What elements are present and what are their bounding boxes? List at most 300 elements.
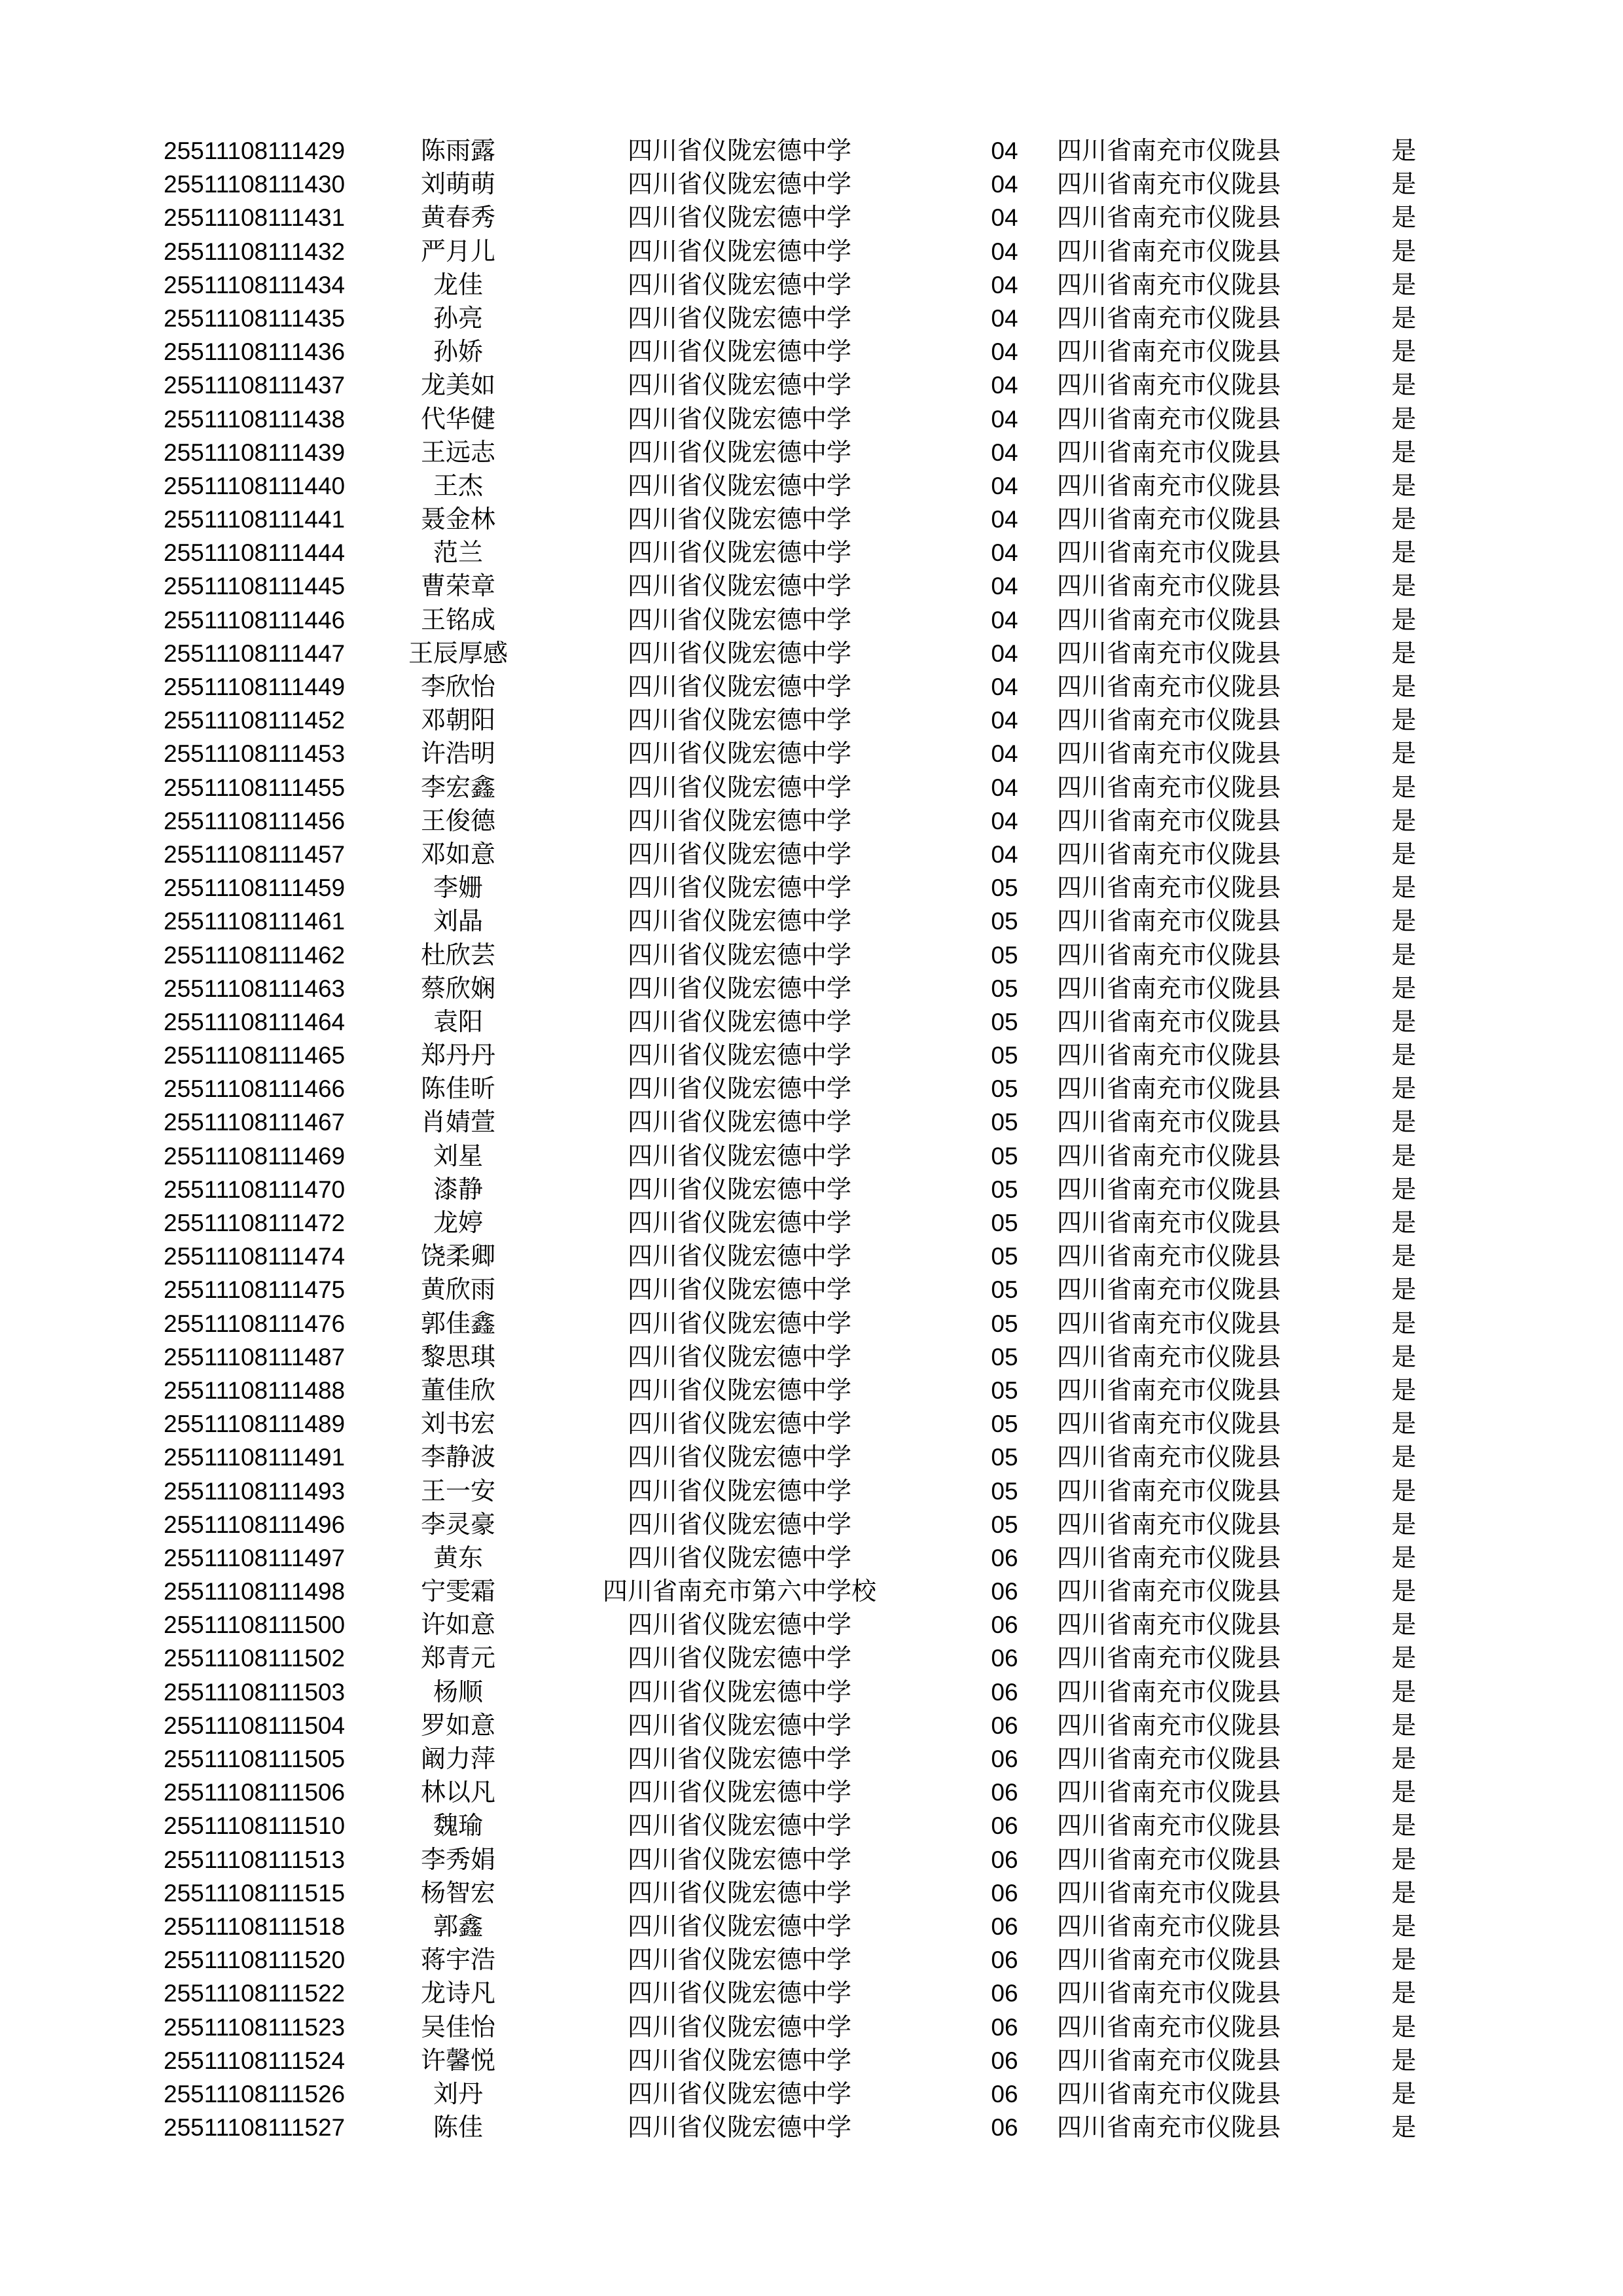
student-name-cell: 王杰 [433, 471, 483, 500]
exam-number-cell: 25511108111452 [164, 707, 346, 734]
student-name-cell: 严月儿 [420, 236, 495, 266]
student-name-cell: 李静波 [420, 1443, 495, 1472]
class-code-cell: 05 [991, 1175, 1018, 1203]
region-cell: 四川省南充市仪陇县 [1057, 337, 1281, 367]
student-name-cell: 郭鑫 [433, 1911, 483, 1941]
class-code-cell: 04 [991, 673, 1018, 700]
class-code-cell: 04 [991, 506, 1018, 533]
table-row [0, 1943, 1623, 1977]
student-name-cell: 杨顺 [433, 1677, 483, 1706]
status-flag-cell: 是 [1391, 270, 1416, 299]
school-cell: 四川省仪陇宏德中学 [627, 1744, 851, 1773]
class-code-cell: 04 [991, 774, 1018, 801]
region-cell: 四川省南充市仪陇县 [1057, 638, 1281, 668]
table-row [0, 1475, 1623, 1508]
class-code-cell: 04 [991, 372, 1018, 399]
region-cell: 四川省南充市仪陇县 [1057, 303, 1281, 332]
table-row [0, 168, 1623, 201]
class-code-cell: 06 [991, 1645, 1018, 1672]
exam-number-cell: 25511108111466 [164, 1075, 346, 1103]
school-cell: 四川省仪陇宏德中学 [627, 772, 851, 802]
status-flag-cell: 是 [1391, 772, 1416, 802]
student-name-cell: 黄欣雨 [420, 1275, 495, 1304]
student-roster-table [0, 134, 1623, 2144]
exam-number-cell: 25511108111459 [164, 874, 346, 902]
exam-number-cell: 25511108111430 [164, 171, 346, 198]
exam-number-cell: 25511108111455 [164, 774, 346, 801]
exam-number-cell: 25511108111444 [164, 539, 346, 567]
school-cell: 四川省仪陇宏德中学 [627, 1945, 851, 1975]
student-name-cell: 李灵豪 [420, 1509, 495, 1539]
table-row [0, 871, 1623, 905]
table-row [0, 134, 1623, 168]
exam-number-cell: 25511108111462 [164, 941, 346, 969]
student-name-cell: 郑丹丹 [420, 1041, 495, 1070]
status-flag-cell: 是 [1391, 1375, 1416, 1405]
student-name-cell: 蔡欣娴 [420, 973, 495, 1003]
student-name-cell: 陈雨露 [420, 136, 495, 165]
school-cell: 四川省仪陇宏德中学 [627, 1275, 851, 1304]
student-name-cell: 孙娇 [433, 337, 483, 367]
table-row [0, 536, 1623, 569]
table-row [0, 403, 1623, 436]
exam-number-cell: 25511108111475 [164, 1276, 346, 1304]
region-cell: 四川省南充市仪陇县 [1057, 2113, 1281, 2142]
status-flag-cell: 是 [1391, 1911, 1416, 1941]
exam-number-cell: 25511108111469 [164, 1142, 346, 1170]
status-flag-cell: 是 [1391, 1610, 1416, 1640]
student-name-cell: 李秀娟 [420, 1844, 495, 1874]
region-cell: 四川省南充市仪陇县 [1057, 1342, 1281, 1371]
class-code-cell: 05 [991, 1511, 1018, 1538]
status-flag-cell: 是 [1391, 1174, 1416, 1204]
table-row [0, 436, 1623, 469]
table-row [0, 1005, 1623, 1039]
exam-number-cell: 25511108111524 [164, 2047, 346, 2074]
table-row [0, 1273, 1623, 1306]
table-row [0, 637, 1623, 670]
exam-number-cell: 25511108111506 [164, 1779, 346, 1806]
region-cell: 四川省南充市仪陇县 [1057, 1242, 1281, 1271]
table-row [0, 1508, 1623, 1541]
exam-number-cell: 25511108111449 [164, 673, 346, 700]
student-name-cell: 漆静 [433, 1174, 483, 1204]
class-code-cell: 04 [991, 271, 1018, 298]
school-cell: 四川省仪陇宏德中学 [627, 1308, 851, 1338]
status-flag-cell: 是 [1391, 1208, 1416, 1237]
student-name-cell: 刘丹 [433, 2079, 483, 2108]
school-cell: 四川省仪陇宏德中学 [627, 136, 851, 165]
student-name-cell: 蒋宇浩 [420, 1945, 495, 1975]
table-row [0, 2044, 1623, 2077]
table-row [0, 1441, 1623, 1474]
region-cell: 四川省南充市仪陇县 [1057, 1643, 1281, 1673]
region-cell: 四川省南充市仪陇县 [1057, 2045, 1281, 2075]
school-cell: 四川省仪陇宏德中学 [627, 303, 851, 332]
exam-number-cell: 25511108111522 [164, 1980, 346, 2007]
class-code-cell: 04 [991, 807, 1018, 834]
student-name-cell: 王一安 [420, 1476, 495, 1505]
region-cell: 四川省南充市仪陇县 [1057, 806, 1281, 835]
table-row [0, 1139, 1623, 1173]
region-cell: 四川省南充市仪陇县 [1057, 2079, 1281, 2108]
region-cell: 四川省南充市仪陇县 [1057, 940, 1281, 969]
region-cell: 四川省南充市仪陇县 [1057, 973, 1281, 1003]
school-cell: 四川省仪陇宏德中学 [627, 404, 851, 433]
status-flag-cell: 是 [1391, 2045, 1416, 2075]
region-cell: 四川省南充市仪陇县 [1057, 136, 1281, 165]
table-row [0, 201, 1623, 234]
exam-number-cell: 25511108111500 [164, 1611, 346, 1639]
student-name-cell: 王铭成 [420, 605, 495, 634]
table-row [0, 1072, 1623, 1105]
class-code-cell: 04 [991, 472, 1018, 499]
status-flag-cell: 是 [1391, 571, 1416, 601]
class-code-cell: 04 [991, 137, 1018, 164]
class-code-cell: 06 [991, 1678, 1018, 1706]
status-flag-cell: 是 [1391, 906, 1416, 936]
status-flag-cell: 是 [1391, 739, 1416, 768]
region-cell: 四川省南充市仪陇县 [1057, 538, 1281, 567]
region-cell: 四川省南充市仪陇县 [1057, 706, 1281, 735]
exam-number-cell: 25511108111518 [164, 1912, 346, 1940]
table-row [0, 1039, 1623, 1072]
table-row [0, 1173, 1623, 1206]
school-cell: 四川省仪陇宏德中学 [627, 1007, 851, 1036]
region-cell: 四川省南充市仪陇县 [1057, 270, 1281, 299]
class-code-cell: 06 [991, 1846, 1018, 1873]
student-name-cell: 黎思琪 [420, 1342, 495, 1371]
exam-number-cell: 25511108111497 [164, 1544, 346, 1571]
student-name-cell: 林以凡 [420, 1778, 495, 1807]
student-name-cell: 曹荣章 [420, 571, 495, 601]
table-row [0, 335, 1623, 368]
exam-number-cell: 25511108111453 [164, 740, 346, 768]
class-code-cell: 04 [991, 171, 1018, 198]
status-flag-cell: 是 [1391, 1041, 1416, 1070]
class-code-cell: 06 [991, 1712, 1018, 1739]
class-code-cell: 04 [991, 539, 1018, 567]
student-name-cell: 许馨悦 [420, 2045, 495, 2075]
status-flag-cell: 是 [1391, 1074, 1416, 1103]
table-row [0, 2011, 1623, 2044]
school-cell: 四川省仪陇宏德中学 [627, 1811, 851, 1840]
table-row [0, 1608, 1623, 1641]
class-code-cell: 06 [991, 1779, 1018, 1806]
exam-number-cell: 25511108111489 [164, 1410, 346, 1438]
school-cell: 四川省仪陇宏德中学 [627, 538, 851, 567]
status-flag-cell: 是 [1391, 203, 1416, 232]
class-code-cell: 06 [991, 1912, 1018, 1940]
table-row [0, 1374, 1623, 1407]
exam-number-cell: 25511108111520 [164, 1946, 346, 1974]
student-name-cell: 范兰 [433, 538, 483, 567]
region-cell: 四川省南充市仪陇县 [1057, 605, 1281, 634]
region-cell: 四川省南充市仪陇县 [1057, 404, 1281, 433]
student-name-cell: 罗如意 [420, 1710, 495, 1740]
region-cell: 四川省南充市仪陇县 [1057, 1041, 1281, 1070]
school-cell: 四川省仪陇宏德中学 [627, 839, 851, 869]
status-flag-cell: 是 [1391, 437, 1416, 467]
table-row [0, 972, 1623, 1005]
class-code-cell: 06 [991, 1578, 1018, 1605]
status-flag-cell: 是 [1391, 1543, 1416, 1572]
status-flag-cell: 是 [1391, 1476, 1416, 1505]
table-row [0, 838, 1623, 871]
table-row [0, 1709, 1623, 1742]
table-row [0, 804, 1623, 838]
class-code-cell: 04 [991, 606, 1018, 634]
school-cell: 四川省仪陇宏德中学 [627, 1878, 851, 1907]
student-name-cell: 董佳欣 [420, 1375, 495, 1405]
table-row [0, 1809, 1623, 1842]
status-flag-cell: 是 [1391, 1811, 1416, 1840]
school-cell: 四川省仪陇宏德中学 [627, 2079, 851, 2108]
student-name-cell: 许浩明 [420, 739, 495, 768]
student-name-cell: 肖婧萱 [420, 1107, 495, 1137]
region-cell: 四川省南充市仪陇县 [1057, 1141, 1281, 1170]
exam-number-cell: 25511108111527 [164, 2114, 346, 2142]
class-code-cell: 05 [991, 1109, 1018, 1136]
region-cell: 四川省南充市仪陇县 [1057, 571, 1281, 601]
status-flag-cell: 是 [1391, 1643, 1416, 1673]
class-code-cell: 05 [991, 941, 1018, 969]
student-name-cell: 李姗 [433, 873, 483, 903]
class-code-cell: 04 [991, 740, 1018, 768]
class-code-cell: 05 [991, 1075, 1018, 1103]
exam-number-cell: 25511108111457 [164, 840, 346, 868]
table-row [0, 368, 1623, 402]
student-name-cell: 阚力萍 [420, 1744, 495, 1773]
region-cell: 四川省南充市仪陇县 [1057, 1074, 1281, 1103]
student-name-cell: 王辰厚感 [408, 638, 508, 668]
table-row [0, 2111, 1623, 2144]
class-code-cell: 06 [991, 2080, 1018, 2108]
class-code-cell: 05 [991, 908, 1018, 935]
school-cell: 四川省仪陇宏德中学 [627, 1375, 851, 1405]
status-flag-cell: 是 [1391, 1844, 1416, 1874]
status-flag-cell: 是 [1391, 2012, 1416, 2041]
student-name-cell: 刘晶 [433, 906, 483, 936]
status-flag-cell: 是 [1391, 136, 1416, 165]
class-code-cell: 06 [991, 2114, 1018, 2142]
class-code-cell: 06 [991, 1879, 1018, 1907]
table-row [0, 1240, 1623, 1273]
region-cell: 四川省南充市仪陇县 [1057, 1174, 1281, 1204]
status-flag-cell: 是 [1391, 236, 1416, 266]
exam-number-cell: 25511108111439 [164, 439, 346, 466]
table-row [0, 1776, 1623, 1809]
class-code-cell: 06 [991, 1812, 1018, 1840]
region-cell: 四川省南充市仪陇县 [1057, 1778, 1281, 1807]
student-name-cell: 王俊德 [420, 806, 495, 835]
status-flag-cell: 是 [1391, 1007, 1416, 1036]
exam-number-cell: 25511108111447 [164, 639, 346, 667]
student-name-cell: 聂金林 [420, 505, 495, 534]
region-cell: 四川省南充市仪陇县 [1057, 2012, 1281, 2041]
exam-number-cell: 25511108111470 [164, 1175, 346, 1203]
table-row [0, 670, 1623, 704]
class-code-cell: 04 [991, 304, 1018, 332]
region-cell: 四川省南充市仪陇县 [1057, 203, 1281, 232]
class-code-cell: 05 [991, 1410, 1018, 1438]
exam-number-cell: 25511108111432 [164, 238, 346, 265]
school-cell: 四川省仪陇宏德中学 [627, 1778, 851, 1807]
region-cell: 四川省南充市仪陇县 [1057, 1308, 1281, 1338]
school-cell: 四川省仪陇宏德中学 [627, 1543, 851, 1572]
exam-number-cell: 25511108111465 [164, 1042, 346, 1069]
region-cell: 四川省南充市仪陇县 [1057, 839, 1281, 869]
status-flag-cell: 是 [1391, 1509, 1416, 1539]
student-name-cell: 杜欣芸 [420, 940, 495, 969]
region-cell: 四川省南充市仪陇县 [1057, 236, 1281, 266]
student-name-cell: 刘萌萌 [420, 170, 495, 199]
school-cell: 四川省仪陇宏德中学 [627, 1342, 851, 1371]
school-cell: 四川省仪陇宏德中学 [627, 505, 851, 534]
school-cell: 四川省仪陇宏德中学 [627, 1208, 851, 1237]
table-row [0, 1407, 1623, 1441]
exam-number-cell: 25511108111513 [164, 1846, 346, 1873]
exam-number-cell: 25511108111472 [164, 1210, 346, 1236]
table-row [0, 503, 1623, 536]
class-code-cell: 05 [991, 1376, 1018, 1404]
class-code-cell: 04 [991, 840, 1018, 868]
table-row [0, 469, 1623, 503]
region-cell: 四川省南充市仪陇县 [1057, 1275, 1281, 1304]
region-cell: 四川省南充市仪陇县 [1057, 1979, 1281, 2008]
student-name-cell: 许如意 [420, 1610, 495, 1640]
school-cell: 四川省仪陇宏德中学 [627, 337, 851, 367]
school-cell: 四川省仪陇宏德中学 [627, 1610, 851, 1640]
school-cell: 四川省仪陇宏德中学 [627, 170, 851, 199]
region-cell: 四川省南充市仪陇县 [1057, 1945, 1281, 1975]
table-row [0, 1575, 1623, 1608]
class-code-cell: 05 [991, 1343, 1018, 1371]
student-name-cell: 邓朝阳 [420, 706, 495, 735]
school-cell: 四川省仪陇宏德中学 [627, 1409, 851, 1439]
class-code-cell: 04 [991, 405, 1018, 433]
status-flag-cell: 是 [1391, 973, 1416, 1003]
exam-number-cell: 25511108111464 [164, 1008, 346, 1035]
class-code-cell: 05 [991, 1042, 1018, 1069]
student-name-cell: 宁雯霜 [420, 1577, 495, 1606]
exam-number-cell: 25511108111429 [164, 137, 346, 164]
status-flag-cell: 是 [1391, 1342, 1416, 1371]
table-row [0, 737, 1623, 770]
table-row [0, 569, 1623, 603]
table-row [0, 1340, 1623, 1374]
class-code-cell: 05 [991, 1310, 1018, 1337]
school-cell: 四川省仪陇宏德中学 [627, 1443, 851, 1472]
school-cell: 四川省仪陇宏德中学 [627, 1242, 851, 1271]
school-cell: 四川省南充市第六中学校 [602, 1577, 876, 1606]
class-code-cell: 05 [991, 1008, 1018, 1035]
region-cell: 四川省南充市仪陇县 [1057, 1107, 1281, 1137]
exam-number-cell: 25511108111502 [164, 1645, 346, 1672]
region-cell: 四川省南充市仪陇县 [1057, 1577, 1281, 1606]
region-cell: 四川省南充市仪陇县 [1057, 437, 1281, 467]
region-cell: 四川省南充市仪陇县 [1057, 1744, 1281, 1773]
exam-number-cell: 25511108111523 [164, 2013, 346, 2041]
class-code-cell: 05 [991, 1210, 1018, 1236]
region-cell: 四川省南充市仪陇县 [1057, 1443, 1281, 1472]
school-cell: 四川省仪陇宏德中学 [627, 1643, 851, 1673]
table-row [0, 905, 1623, 938]
school-cell: 四川省仪陇宏德中学 [627, 806, 851, 835]
region-cell: 四川省南充市仪陇县 [1057, 1007, 1281, 1036]
region-cell: 四川省南充市仪陇县 [1057, 772, 1281, 802]
exam-number-cell: 25511108111463 [164, 975, 346, 1002]
student-name-cell: 吴佳怡 [420, 2012, 495, 2041]
student-name-cell: 魏瑜 [433, 1811, 483, 1840]
school-cell: 四川省仪陇宏德中学 [627, 1844, 851, 1874]
status-flag-cell: 是 [1391, 1577, 1416, 1606]
exam-number-cell: 25511108111476 [164, 1310, 346, 1337]
class-code-cell: 06 [991, 2047, 1018, 2074]
school-cell: 四川省仪陇宏德中学 [627, 1074, 851, 1103]
class-code-cell: 04 [991, 204, 1018, 232]
exam-number-cell: 25511108111434 [164, 271, 346, 298]
student-name-cell: 黄东 [433, 1543, 483, 1572]
student-name-cell: 郑青元 [420, 1643, 495, 1673]
class-code-cell: 06 [991, 1544, 1018, 1571]
table-row [0, 1977, 1623, 2010]
student-name-cell: 龙美如 [420, 370, 495, 400]
status-flag-cell: 是 [1391, 170, 1416, 199]
status-flag-cell: 是 [1391, 1710, 1416, 1740]
exam-number-cell: 25511108111488 [164, 1376, 346, 1404]
table-row [0, 1541, 1623, 1575]
student-name-cell: 龙佳 [433, 270, 483, 299]
status-flag-cell: 是 [1391, 1242, 1416, 1271]
status-flag-cell: 是 [1391, 1878, 1416, 1907]
status-flag-cell: 是 [1391, 638, 1416, 668]
student-name-cell: 龙诗凡 [420, 1979, 495, 2008]
region-cell: 四川省南充市仪陇县 [1057, 1476, 1281, 1505]
table-row [0, 939, 1623, 972]
class-code-cell: 04 [991, 238, 1018, 265]
class-code-cell: 06 [991, 2013, 1018, 2041]
school-cell: 四川省仪陇宏德中学 [627, 739, 851, 768]
school-cell: 四川省仪陇宏德中学 [627, 1141, 851, 1170]
exam-number-cell: 25511108111491 [164, 1444, 346, 1471]
table-row [0, 2077, 1623, 2111]
student-name-cell: 代华健 [420, 404, 495, 433]
table-row [0, 1641, 1623, 1675]
class-code-cell: 05 [991, 1243, 1018, 1270]
status-flag-cell: 是 [1391, 1778, 1416, 1807]
school-cell: 四川省仪陇宏德中学 [627, 1174, 851, 1204]
exam-number-cell: 25511108111438 [164, 405, 346, 433]
exam-number-cell: 25511108111445 [164, 573, 346, 600]
class-code-cell: 05 [991, 1477, 1018, 1505]
exam-number-cell: 25511108111441 [164, 506, 346, 533]
school-cell: 四川省仪陇宏德中学 [627, 2045, 851, 2075]
status-flag-cell: 是 [1391, 706, 1416, 735]
region-cell: 四川省南充市仪陇县 [1057, 1677, 1281, 1706]
class-code-cell: 05 [991, 1142, 1018, 1170]
school-cell: 四川省仪陇宏德中学 [627, 1911, 851, 1941]
table-row [0, 1105, 1623, 1139]
student-name-cell: 邓如意 [420, 839, 495, 869]
status-flag-cell: 是 [1391, 839, 1416, 869]
region-cell: 四川省南充市仪陇县 [1057, 672, 1281, 701]
status-flag-cell: 是 [1391, 471, 1416, 500]
status-flag-cell: 是 [1391, 940, 1416, 969]
student-name-cell: 饶柔卿 [420, 1242, 495, 1271]
status-flag-cell: 是 [1391, 2113, 1416, 2142]
exam-number-cell: 25511108111446 [164, 606, 346, 634]
